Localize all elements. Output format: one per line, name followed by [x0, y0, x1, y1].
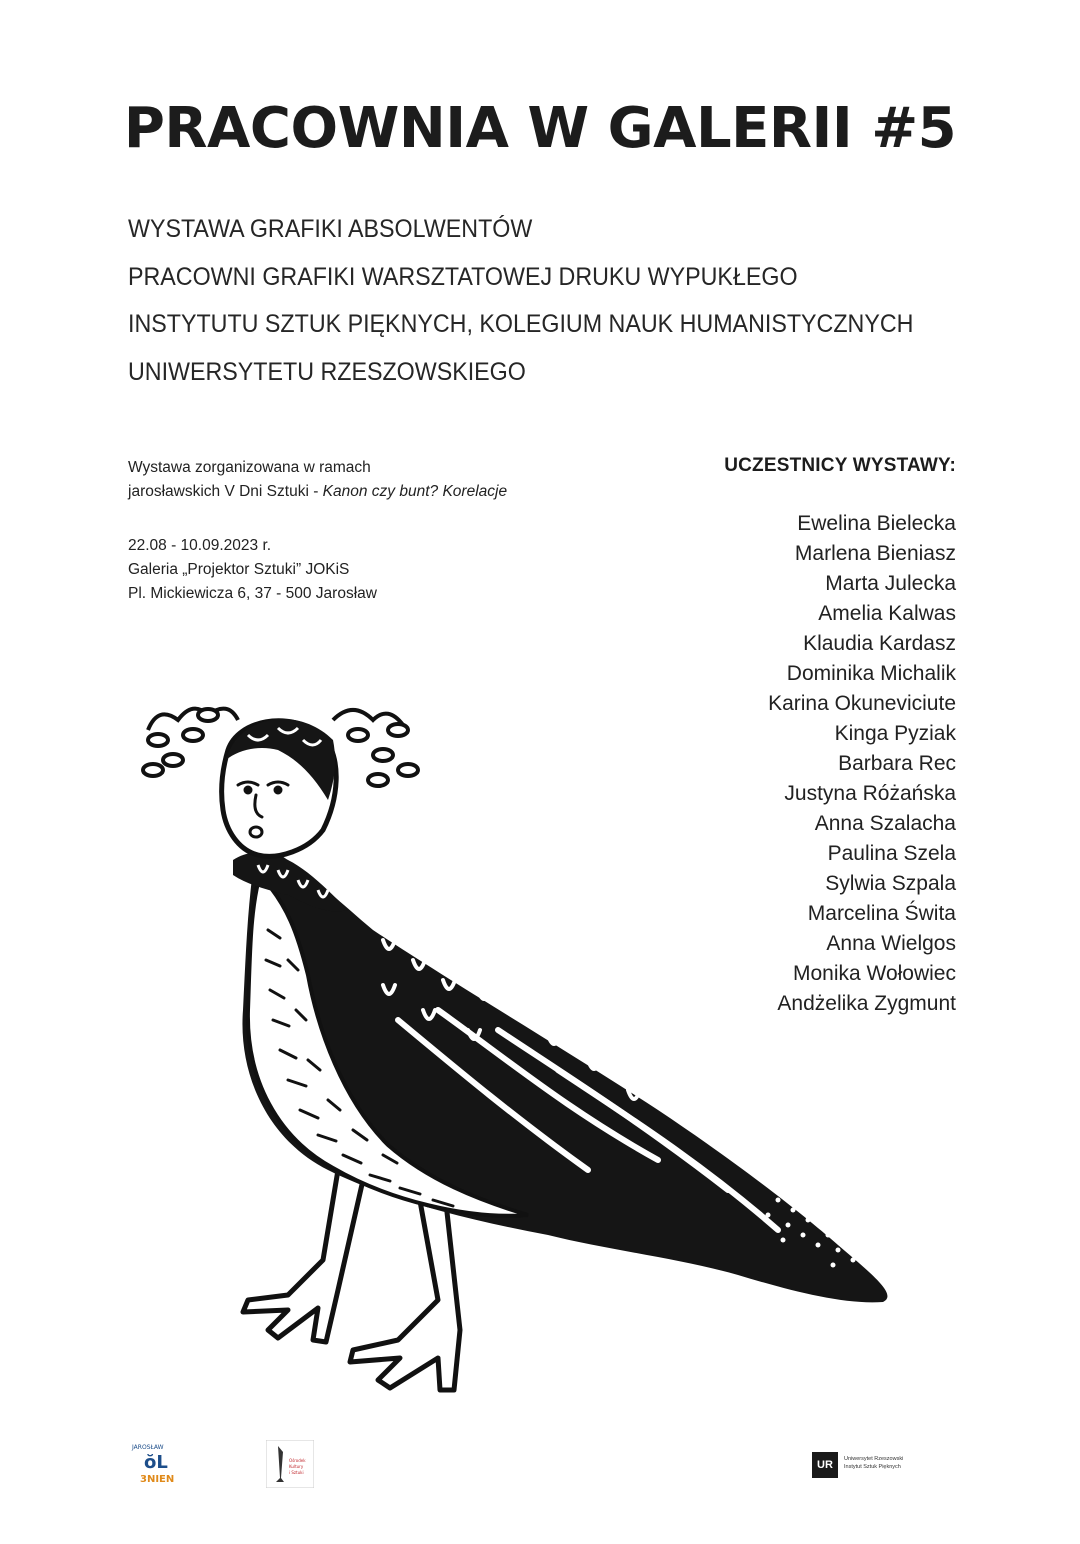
info-venue: Galeria „Projektor Sztuki” JOKiS — [128, 561, 350, 578]
info-event — [128, 480, 548, 504]
svg-text:i Sztuki: i Sztuki — [289, 1470, 304, 1475]
poster-title: PRACOWNIA W GALERII #5 — [123, 96, 957, 161]
ur-logo-line2: Instytut Sztuk Pięknych — [844, 1464, 901, 1470]
participant-name: Dominika Michalik — [786, 662, 956, 685]
participant-name: Ewelina Bielecka — [797, 512, 956, 535]
ur-logo — [812, 1452, 932, 1478]
subtitle-line: WYSTAWA GRAFIKI ABSOLWENTÓW — [128, 215, 533, 243]
svg-text:Kultury: Kultury — [289, 1464, 304, 1469]
participant-name: Marta Julecka — [825, 572, 956, 595]
info-address: Pl. Mickiewicza 6, 37 - 500 Jarosław — [128, 585, 377, 602]
info-event-title: Kanon czy bunt? Korelacje — [322, 483, 508, 500]
jaroslaw-logo-bottom: 3NIEN — [140, 1474, 175, 1485]
svg-text:ŏL: ŏL — [144, 1452, 168, 1473]
jaroslaw-logo-top: JAROSŁAW — [132, 1444, 164, 1451]
participant-name: Paulina Szela — [827, 842, 956, 865]
participant-name: Anna Szalacha — [814, 812, 956, 835]
info-organized: Wystawa zorganizowana w ramach — [128, 459, 371, 476]
subtitle-line: PRACOWNI GRAFIKI WARSZTATOWEJ DRUKU WYPUKŁEGO — [128, 262, 798, 291]
participant-name: Andżelika Zygmunt — [777, 992, 956, 1015]
participant-name: Barbara Rec — [838, 752, 956, 775]
ur-logo-line1: Uniwersytet Rzeszowski — [844, 1456, 904, 1462]
jaroslaw-logo — [130, 1440, 190, 1488]
participant-name: Klaudia Kardasz — [803, 632, 956, 655]
participant-name: Sylwia Szpala — [825, 872, 956, 895]
info-dates: 22.08 - 10.09.2023 r. — [128, 537, 272, 554]
ur-logo-text — [844, 1455, 903, 1471]
svg-text:Ośrodek: Ośrodek — [289, 1458, 306, 1463]
participant-name: Marcelina Świta — [807, 902, 956, 925]
participant-name: Anna Wielgos — [826, 932, 956, 955]
sponsor-logos — [0, 1440, 1080, 1500]
info-event-prefix: jarosławskich V Dni Sztuki - — [128, 483, 323, 500]
subtitle-line: INSTYTUTU SZTUK PIĘKNYCH, KOLEGIUM NAUK HUMANISTYCZNYCH — [128, 310, 914, 338]
participant-name: Justyna Różańska — [784, 782, 956, 805]
participant-name: Marlena Bieniasz — [794, 542, 956, 565]
participant-name: Amelia Kalwas — [818, 602, 956, 625]
exhibition-info — [128, 456, 548, 606]
subtitle-line: UNIWERSYTETU RZESZOWSKIEGO — [128, 357, 526, 386]
ur-logo-mark: UR — [812, 1452, 838, 1478]
participant-name: Kinga Pyziak — [834, 722, 956, 745]
participant-name: Monika Wołowiec — [792, 962, 956, 985]
exhibition-subtitle — [128, 210, 988, 400]
jokis-logo — [266, 1440, 314, 1488]
participants-heading: UCZESTNICY WYSTAWY: — [724, 455, 956, 476]
bird-illustration — [138, 690, 908, 1410]
participant-name: Karina Okuneviciute — [768, 692, 956, 715]
